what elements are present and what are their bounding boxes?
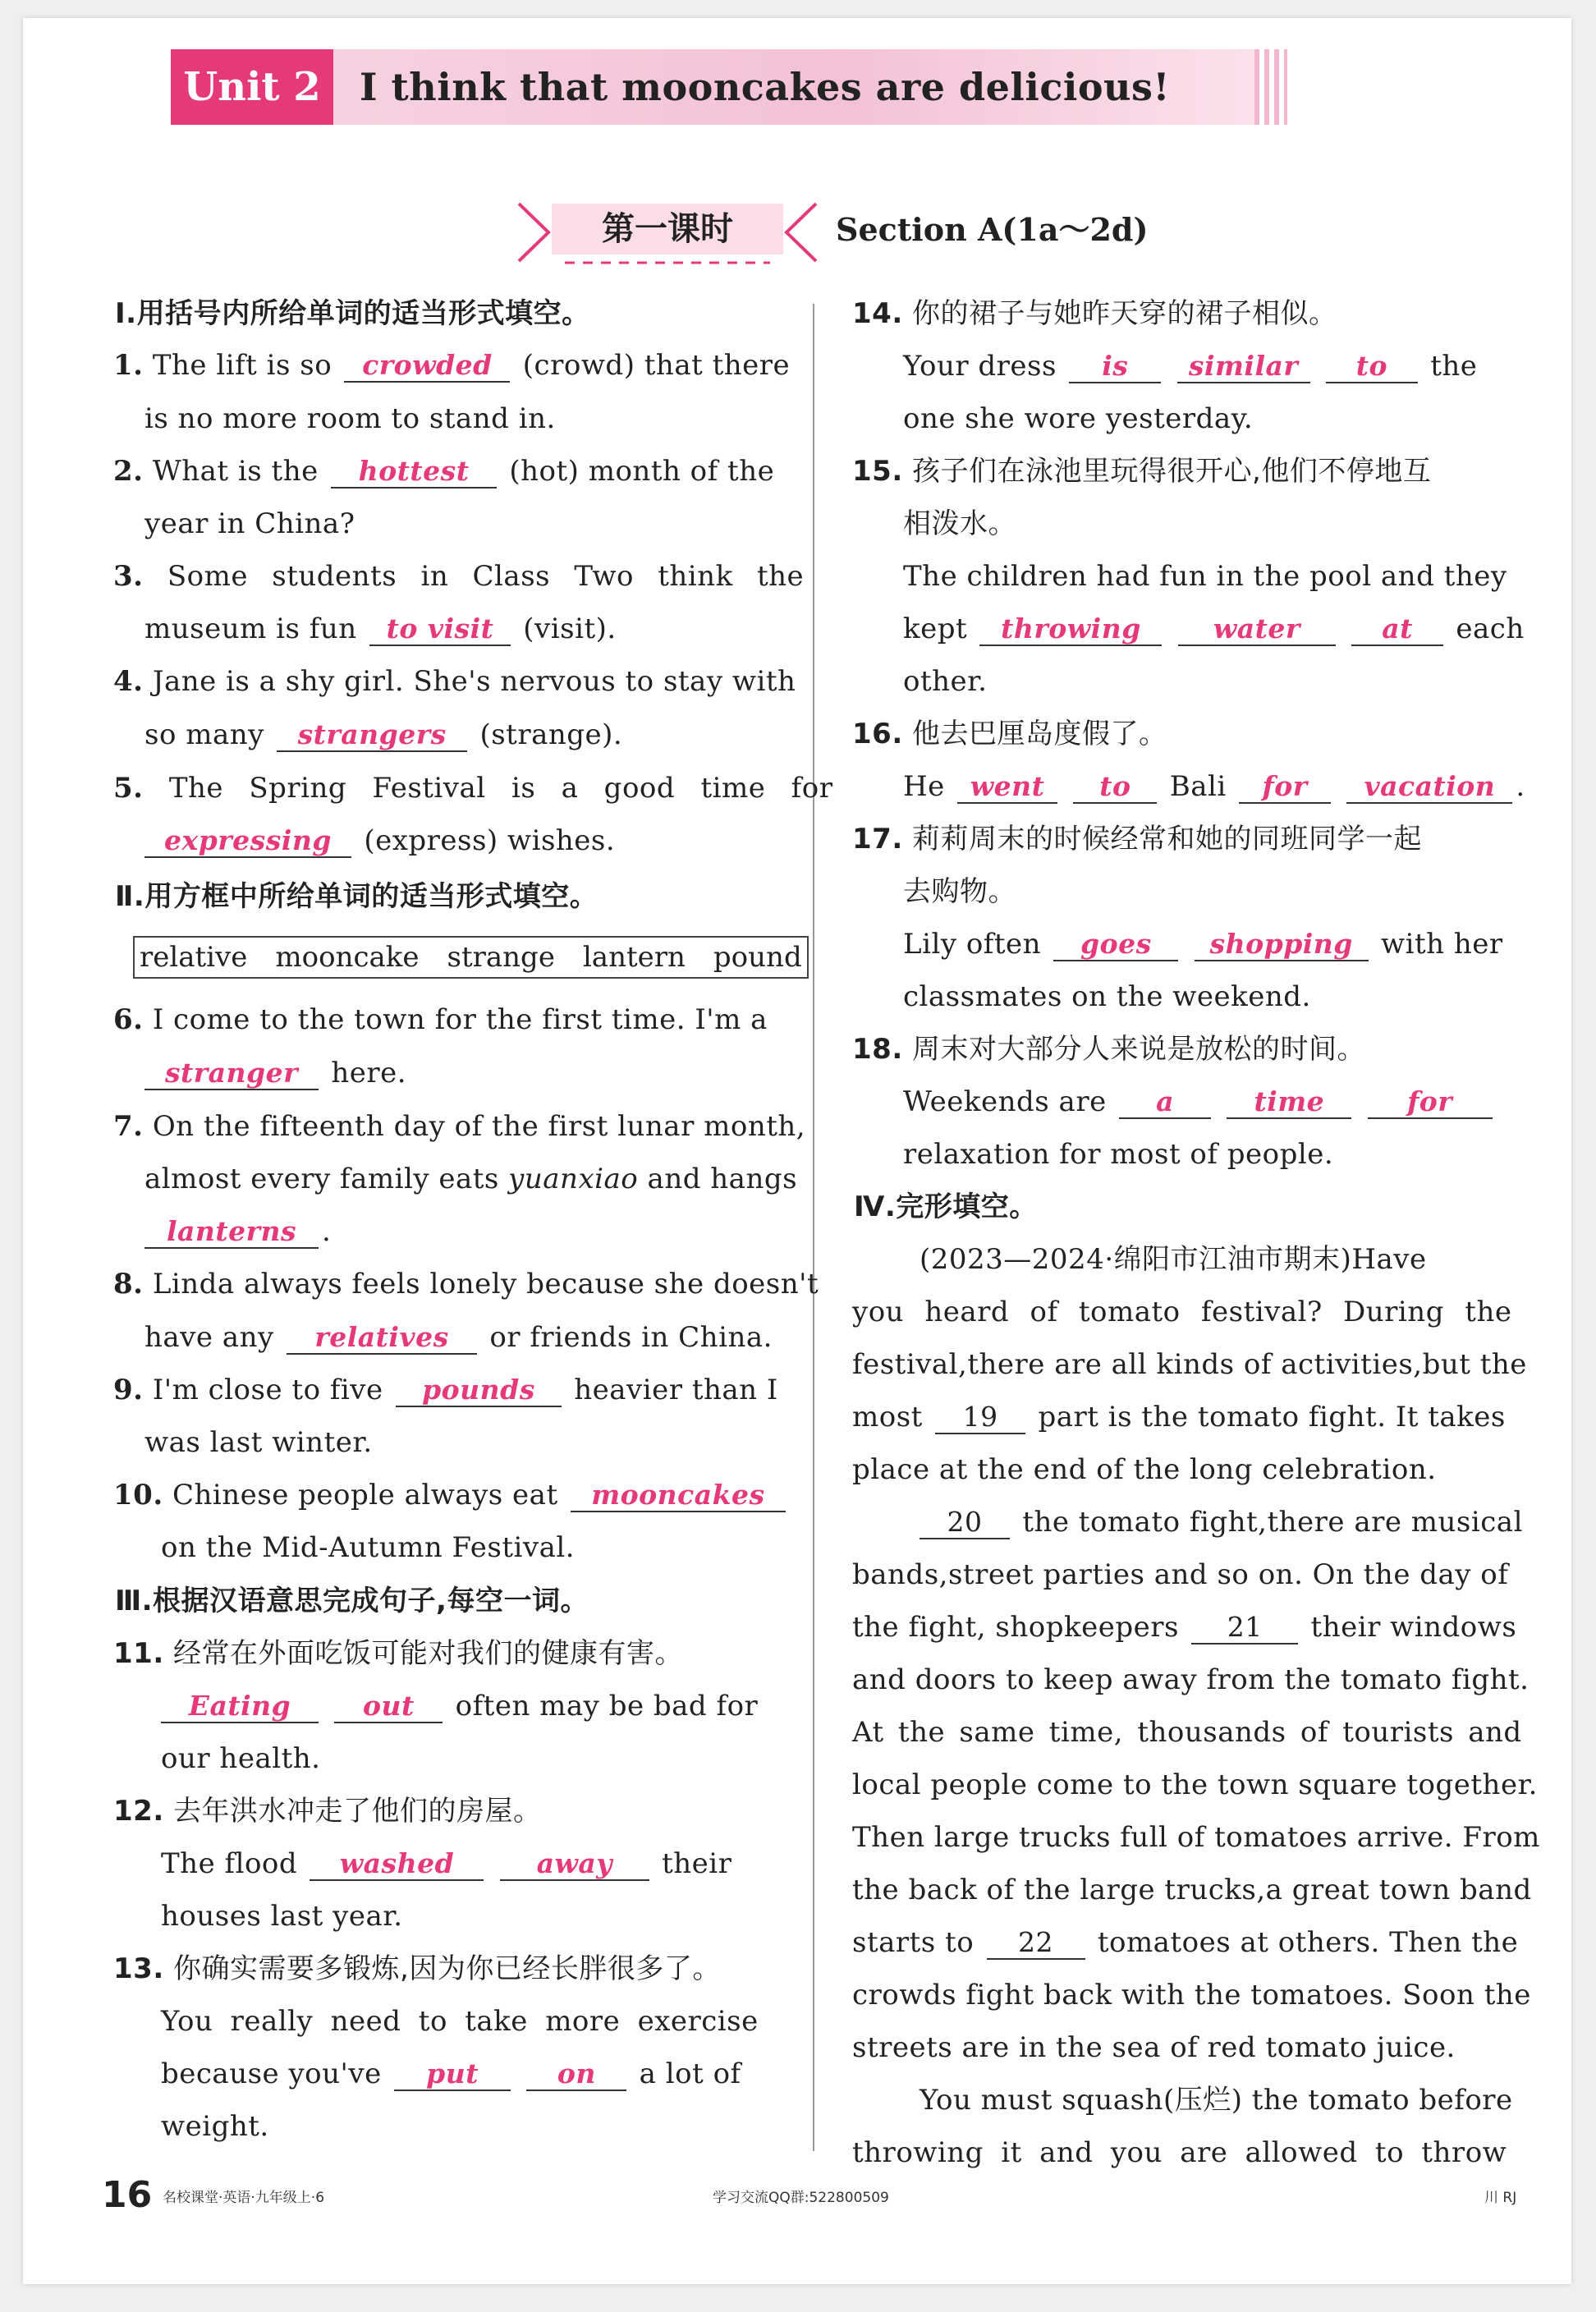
q17-text-b: with her	[1381, 928, 1503, 961]
question-1	[113, 349, 790, 383]
q18-answer-2[interactable]: time	[1227, 1086, 1351, 1119]
q5-number: 5.	[113, 772, 144, 805]
passage-text: their windows	[1310, 1611, 1517, 1644]
q3-number: 3.	[113, 560, 144, 593]
q7-period: .	[322, 1215, 332, 1248]
question-18-cont2: relaxation for most of people.	[903, 1138, 1334, 1171]
question-16	[852, 718, 1167, 750]
q1-number: 1.	[113, 349, 144, 382]
passage-line	[852, 1611, 1516, 1645]
q16-period: .	[1516, 770, 1525, 803]
q11-answer-1[interactable]: Eating	[161, 1690, 319, 1723]
q4-text-b: so many	[144, 718, 264, 751]
q17-answer-1[interactable]: goes	[1053, 929, 1178, 961]
passage-text: the tomato fight,there are musical	[1022, 1506, 1523, 1539]
q8-text-c: or friends in China.	[489, 1321, 773, 1354]
question-4-cont	[144, 718, 622, 752]
q10-text: Chinese people always eat	[172, 1479, 558, 1512]
passage-line: you heard of tomato festival? During the	[852, 1296, 1512, 1328]
question-11-cont	[161, 1690, 758, 1723]
column-divider	[813, 304, 814, 2151]
q9-text-b: heavier than I	[574, 1374, 778, 1406]
passage-line: festival,there are all kinds of activities,but the	[852, 1348, 1527, 1381]
question-14-cont	[903, 350, 1477, 383]
q18-answer-3[interactable]: for	[1368, 1086, 1493, 1119]
passage-line: place at the end of the long celebration.	[852, 1453, 1437, 1486]
q3-text: Some students in Class Two think the	[167, 560, 805, 593]
passage-line	[852, 1401, 1506, 1434]
q16-answer-3[interactable]: for	[1239, 771, 1331, 804]
q17-text: Lily often	[903, 928, 1042, 961]
q13-text-c: a lot of	[639, 2057, 741, 2090]
q13-chinese: 你确实需要多锻炼,因为你已经长胖很多了。	[173, 1952, 721, 1985]
passage-line: the back of the large trucks,a great town band	[852, 1874, 1532, 1906]
question-12-cont2: houses last year.	[161, 1900, 403, 1933]
q18-text: Weekends are	[903, 1085, 1107, 1118]
question-11-cont2: our health.	[161, 1742, 321, 1775]
question-6-cont	[144, 1057, 406, 1090]
q14-text: Your dress	[903, 350, 1057, 383]
q17-chinese: 莉莉周末的时候经常和她的同班同学一起	[912, 823, 1423, 856]
word-box-item: mooncake	[275, 941, 420, 974]
q4-text-c: (strange).	[479, 718, 623, 751]
passage-line: At the same time, thousands of tourists and	[852, 1716, 1522, 1749]
question-10-cont: on the Mid-Autumn Festival.	[161, 1531, 576, 1564]
q13-text-b: because you've	[161, 2057, 382, 2090]
question-5	[113, 772, 832, 805]
q1-text: The lift is so	[152, 349, 332, 382]
q11-text: often may be bad for	[455, 1690, 759, 1723]
question-13-cont: You really need to take more exercise	[161, 2005, 759, 2038]
question-6	[113, 1003, 768, 1036]
q4-answer[interactable]: strangers	[277, 719, 467, 752]
cloze-blank-22[interactable]: 22	[987, 1927, 1085, 1960]
q14-answer-3[interactable]: to	[1326, 351, 1418, 383]
q14-text-b: the	[1430, 350, 1478, 383]
q1-answer[interactable]: crowded	[344, 350, 510, 383]
q13-number: 13.	[113, 1952, 164, 1985]
passage-line: streets are in the sea of red tomato juice.	[852, 2031, 1456, 2064]
q12-text-b: their	[662, 1847, 732, 1880]
q7-answer[interactable]: lanterns	[144, 1216, 319, 1249]
q15-text-c: each	[1456, 612, 1525, 645]
question-15-cn2: 相泼水。	[903, 507, 1016, 540]
q3-answer[interactable]: to visit	[369, 613, 511, 646]
q2-text: What is the	[152, 455, 319, 488]
question-15	[852, 455, 1431, 488]
q4-text: Jane is a shy girl. She's nervous to stay with	[152, 665, 796, 698]
unit-title: I think that mooncakes are delicious!	[360, 65, 1171, 109]
q1-text-b: (crowd) that there	[522, 349, 791, 382]
q18-number: 18.	[852, 1033, 903, 1066]
passage-text: tomatoes at others. Then the	[1097, 1926, 1519, 1959]
q11-answer-2[interactable]: out	[334, 1690, 443, 1723]
question-3-cont	[144, 612, 617, 646]
q8-answer[interactable]: relatives	[287, 1322, 477, 1355]
q6-text: I come to the town for the first time. I'm a	[152, 1003, 768, 1036]
question-7-cont2	[144, 1215, 331, 1249]
question-13-cont3: weight.	[161, 2110, 269, 2143]
question-5-cont	[144, 824, 615, 858]
passage-line: bands,street parties and so on. On the day of	[852, 1558, 1509, 1591]
q17-number: 17.	[852, 823, 903, 856]
word-box-item: relative	[140, 941, 248, 974]
qq-group: 学习交流QQ群:522800509	[713, 2190, 889, 2206]
question-7	[113, 1110, 805, 1143]
question-17-cont	[903, 928, 1503, 961]
cloze-blank-19[interactable]: 19	[935, 1401, 1025, 1434]
passage-line: throwing it and you are allowed to throw	[852, 2136, 1507, 2169]
question-18	[852, 1033, 1365, 1066]
q18-chinese: 周末对大部分人来说是放松的时间。	[912, 1033, 1366, 1066]
question-15-cont: The children had fun in the pool and they	[903, 560, 1507, 593]
q16-text-b: Bali	[1169, 770, 1227, 803]
question-14-cont2: one she wore yesterday.	[903, 402, 1254, 435]
q9-answer[interactable]: pounds	[396, 1374, 562, 1407]
question-3	[113, 560, 804, 593]
q12-chinese: 去年洪水冲走了他们的房屋。	[173, 1795, 542, 1828]
question-15-cont3: other.	[903, 665, 988, 698]
question-13-cont2	[161, 2057, 741, 2091]
book-info: 名校课堂·英语·九年级上·6	[163, 2190, 325, 2206]
q16-chinese: 他去巴厘岛度假了。	[912, 718, 1167, 750]
q14-answer-2[interactable]: similar	[1177, 351, 1310, 383]
word-box-item: pound	[713, 941, 802, 974]
q14-chinese: 你的裙子与她昨天穿的裙子相似。	[912, 297, 1337, 330]
passage-line: and doors to keep away from the tomato fight.	[852, 1663, 1530, 1696]
passage-text: part is the tomato fight. It takes	[1038, 1401, 1506, 1434]
question-4	[113, 665, 796, 698]
passage-text: starts to	[852, 1926, 975, 1959]
cloze-blank-21[interactable]: 21	[1191, 1612, 1298, 1645]
q17-answer-2[interactable]: shopping	[1195, 929, 1369, 961]
title-band-stripe	[1254, 49, 1287, 125]
q8-text: Linda always feels lonely because she doesn't	[152, 1268, 819, 1300]
section-iii-heading: Ⅲ.根据汉语意思完成句子,每空一词。	[115, 1585, 589, 1617]
q8-number: 8.	[113, 1268, 144, 1300]
q11-number: 11.	[113, 1637, 164, 1670]
question-9	[113, 1374, 778, 1407]
passage-line	[920, 1506, 1523, 1539]
question-15-cont2	[903, 612, 1525, 646]
word-box-item: lantern	[582, 941, 686, 974]
q16-answer-1[interactable]: went	[957, 771, 1057, 804]
q14-number: 14.	[852, 297, 903, 330]
q16-text: He	[903, 770, 945, 803]
q2-text-b: (hot) month of the	[509, 455, 775, 488]
section-label: Section A(1a～2d)	[836, 211, 1149, 248]
q6-text-b: here.	[331, 1057, 407, 1089]
edition-label: 川 RJ	[1484, 2190, 1517, 2206]
q4-number: 4.	[113, 665, 144, 698]
question-2-cont: year in China?	[144, 507, 355, 540]
q6-number: 6.	[113, 1003, 144, 1036]
cloze-blank-20[interactable]: 20	[920, 1507, 1010, 1539]
q12-number: 12.	[113, 1795, 164, 1828]
q9-text: I'm close to five	[152, 1374, 383, 1406]
q7-text: On the fifteenth day of the first lunar month,	[152, 1110, 806, 1143]
question-7-cont	[144, 1163, 797, 1195]
lesson-label: 第一课时	[602, 210, 733, 248]
q5-text-b: (express) wishes.	[364, 824, 616, 857]
q15-answer-2[interactable]: water	[1178, 613, 1336, 646]
passage-text: most	[852, 1401, 923, 1434]
q13-answer-1[interactable]: put	[394, 2058, 511, 2091]
question-2	[113, 455, 774, 489]
passage-text: the fight, shopkeepers	[852, 1611, 1179, 1644]
section-i-heading: Ⅰ.用括号内所给单词的适当形式填空。	[115, 297, 590, 330]
workbook-page	[23, 18, 1571, 2284]
question-12	[113, 1795, 542, 1828]
passage-line: local people come to the town square together.	[852, 1768, 1538, 1801]
section-iv-heading: Ⅳ.完形填空。	[854, 1190, 1038, 1223]
passage-line: (2023—2024·绵阳市江油市期末)Have	[920, 1243, 1427, 1276]
q7-text-b: almost every family eats	[144, 1163, 499, 1195]
q10-answer[interactable]: mooncakes	[571, 1479, 786, 1512]
q9-number: 9.	[113, 1374, 144, 1406]
q13-answer-2[interactable]: on	[526, 2058, 626, 2091]
question-14	[852, 297, 1337, 330]
q5-answer[interactable]: expressing	[144, 825, 351, 858]
question-8-cont	[144, 1321, 773, 1355]
question-10	[113, 1479, 789, 1512]
word-box	[133, 936, 809, 979]
q16-answer-2[interactable]: to	[1073, 771, 1157, 804]
q7-number: 7.	[113, 1110, 144, 1143]
q15-number: 15.	[852, 455, 903, 488]
q18-answer-1[interactable]: a	[1119, 1086, 1211, 1119]
passage-line: crowds fight back with the tomatoes. Soon the	[852, 1979, 1531, 2012]
passage-line	[852, 1926, 1518, 1960]
unit-badge: Unit 2	[171, 49, 333, 125]
question-17	[852, 823, 1422, 856]
question-11	[113, 1637, 683, 1670]
q11-chinese: 经常在外面吃饭可能对我们的健康有害。	[173, 1637, 684, 1670]
q2-answer[interactable]: hottest	[331, 456, 497, 489]
q14-answer-1[interactable]: is	[1069, 351, 1161, 383]
q15-answer-3[interactable]: at	[1351, 613, 1443, 646]
question-12-cont	[161, 1847, 732, 1881]
q5-text: The Spring Festival is a good time for	[168, 772, 833, 805]
word-box-item: strange	[447, 941, 555, 974]
q2-number: 2.	[113, 455, 144, 488]
question-16-cont	[903, 770, 1525, 804]
passage-line: Then large trucks full of tomatoes arrive. From	[852, 1821, 1540, 1854]
question-9-cont: was last winter.	[144, 1426, 373, 1459]
q3-text-b: museum is fun	[144, 612, 357, 645]
q15-text-b: kept	[903, 612, 968, 645]
q12-text: The flood	[161, 1847, 298, 1880]
q7-text-c: and hangs	[647, 1163, 798, 1195]
q16-number: 16.	[852, 718, 903, 750]
question-17-cont2: classmates on the weekend.	[903, 980, 1311, 1013]
q15-chinese: 孩子们在泳池里玩得很开心,他们不停地互	[912, 455, 1432, 488]
q8-text-b: have any	[144, 1321, 274, 1354]
question-8	[113, 1268, 819, 1300]
page-number: 16	[102, 2174, 153, 2216]
question-17-cn2: 去购物。	[903, 875, 1016, 908]
q7-italic: yuanxiao	[508, 1163, 639, 1195]
q12-answer-2[interactable]: away	[500, 1848, 649, 1881]
question-1-cont: is no more room to stand in.	[144, 402, 556, 435]
q15-answer-1[interactable]: throwing	[979, 613, 1162, 646]
q16-answer-4[interactable]: vacation	[1346, 771, 1512, 804]
q10-number: 10.	[113, 1479, 163, 1512]
q12-answer-1[interactable]: washed	[310, 1848, 484, 1881]
q3-text-c: (visit).	[523, 612, 617, 645]
passage-line: You must squash(压烂) the tomato before	[920, 2084, 1513, 2117]
section-ii-heading: Ⅱ.用方框中所给单词的适当形式填空。	[115, 880, 598, 913]
q6-answer[interactable]: stranger	[144, 1057, 319, 1090]
question-18-cont	[903, 1085, 1496, 1119]
question-13	[113, 1952, 721, 1985]
